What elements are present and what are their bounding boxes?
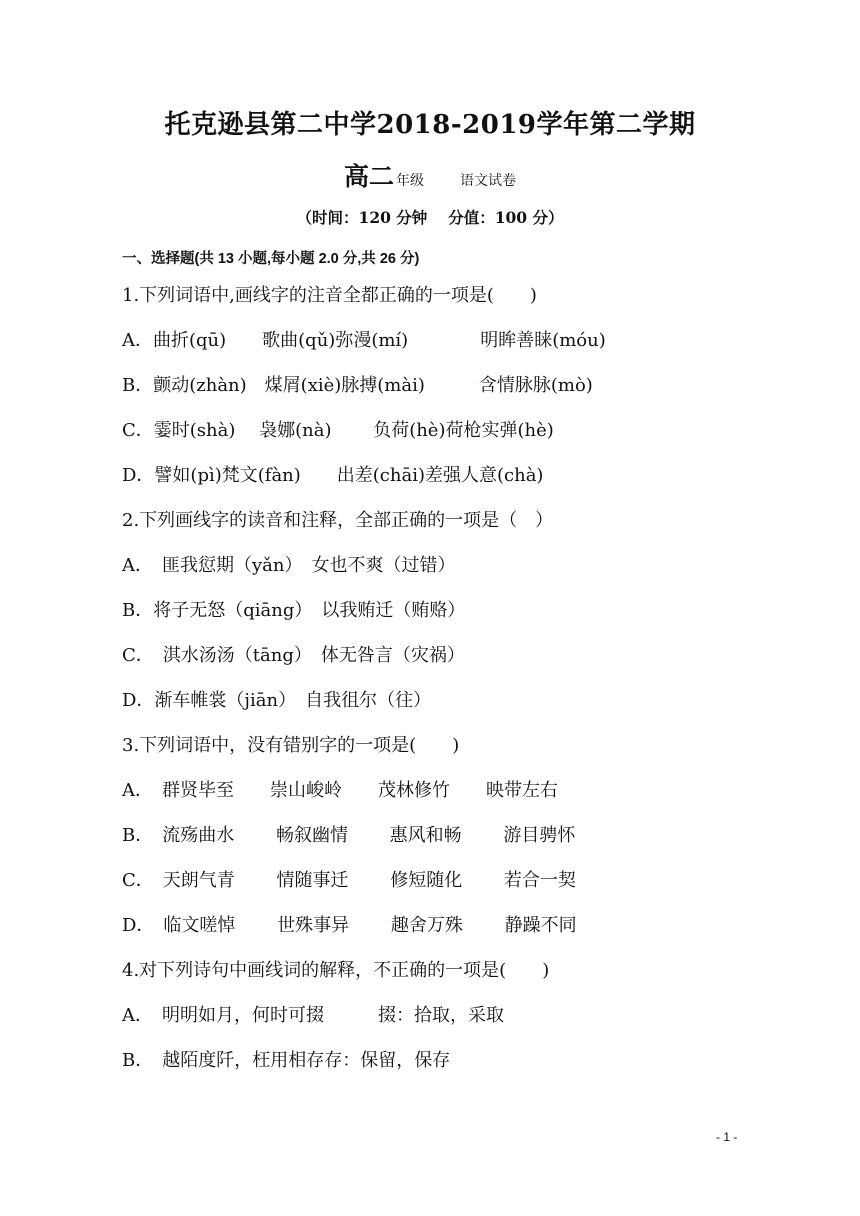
question-1-stem: 1.下列词语中,画线字的注音全都正确的一项是( ) [122,285,537,306]
question-4-option-b: B． 越陌度阡，枉用相存存：保留，保存 [122,1050,451,1071]
question-1-option-d: D．譬如(pì)梵文(fàn) 出差(chāi)差强人意(chà) [122,465,544,486]
question-3-option-a: A． 群贤毕至 崇山峻岭 茂林修竹 映带左右 [122,780,558,801]
grade-suffix: 年级 [396,173,424,189]
question-2-option-a: A． 匪我愆期（yǎn） 女也不爽（过错） [122,555,456,576]
question-1-option-c: C．霎时(shà) 袅娜(nà) 负荷(hè)荷枪实弹(hè) [122,420,554,441]
page-number: - 1 - [716,1130,738,1144]
question-3-option-c: C． 天朗气青 情随事迁 修短随化 若合一契 [122,870,576,891]
exam-time-score: （时间：120 分钟 分值：100 分） [296,208,564,227]
question-1-option-a: A．曲折(qū) 歌曲(qǔ)弥漫(mí) 明眸善睐(móu) [122,330,606,351]
question-2-option-d: D．渐车帷裳（jiān） 自我徂尔（往） [122,690,432,711]
question-3-stem: 3.下列词语中，没有错别字的一项是( ) [122,735,460,756]
question-2-option-c: C． 淇水汤汤（tāng） 体无咎言（灾祸） [122,645,465,666]
question-2-stem: 2.下列画线字的读音和注释，全部正确的一项是（ ） [122,510,554,531]
page-title: 托克逊县第二中学2018-2019学年第二学期 [164,110,696,140]
question-3-option-d: D． 临文嗟悼 世殊事异 趣舍万殊 静躁不同 [122,915,577,936]
grade-label: 高二 [343,162,394,191]
subject-label: 语文试卷 [460,173,516,189]
section-heading: 一、选择题(共 13 小题,每小题 2.0 分,共 26 分) [122,251,420,267]
question-4-stem: 4.对下列诗句中画线词的解释，不正确的一项是( ) [122,960,550,981]
grade-subject-line [0,157,860,193]
question-1-option-b: B．颤动(zhàn) 煤屑(xiè)脉搏(mài) 含情脉脉(mò) [122,375,593,396]
question-3-option-b: B． 流殇曲水 畅叙幽情 惠风和畅 游目骋怀 [122,825,576,846]
question-2-option-b: B．将子无怒（qiāng） 以我贿迁（贿赂） [122,600,466,621]
question-4-option-a: A． 明明如月，何时可掇 掇：拾取，采取 [122,1005,504,1026]
